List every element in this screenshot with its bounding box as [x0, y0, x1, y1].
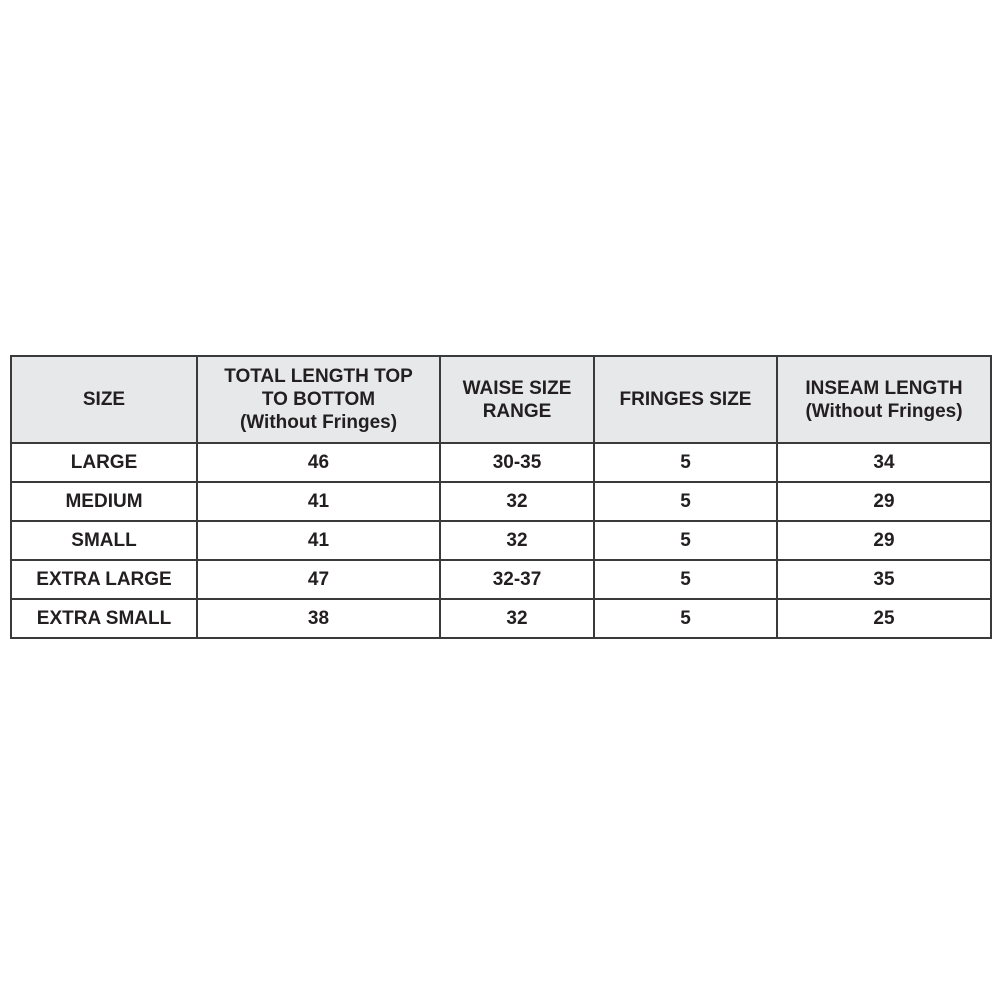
waist-size-cell: 32 — [440, 482, 594, 521]
header-line: TOTAL LENGTH TOP — [224, 366, 413, 387]
inseam-length-cell: 29 — [777, 521, 991, 560]
header-line: TO BOTTOM — [261, 389, 376, 410]
header-waist-size — [440, 356, 594, 443]
header-size — [11, 356, 197, 443]
inseam-length-cell: 25 — [777, 599, 991, 638]
header-line: INSEAM LENGTH — [805, 377, 963, 399]
header-line: RANGE — [482, 400, 552, 422]
size-cell: LARGE — [11, 443, 197, 482]
header-line: (Without Fringes) — [805, 400, 963, 422]
header-inseam-length — [777, 356, 991, 443]
inseam-length-cell: 34 — [777, 443, 991, 482]
inseam-length-cell: 35 — [777, 560, 991, 599]
size-cell: SMALL — [11, 521, 197, 560]
inseam-length-cell: 29 — [777, 482, 991, 521]
header-row — [11, 356, 991, 443]
fringes-size-cell: 5 — [594, 560, 777, 599]
total-length-cell: 47 — [197, 560, 440, 599]
waist-size-cell: 32 — [440, 599, 594, 638]
table-row — [11, 521, 991, 560]
size-cell: EXTRA SMALL — [11, 599, 197, 638]
size-cell: MEDIUM — [11, 482, 197, 521]
header-total-length — [197, 356, 440, 443]
header-line: FRINGES SIZE — [619, 389, 752, 410]
table-row — [11, 443, 991, 482]
header-line: (Without Fringes) — [239, 412, 398, 433]
header-line: SIZE — [82, 389, 126, 410]
total-length-cell: 38 — [197, 599, 440, 638]
total-length-cell: 41 — [197, 482, 440, 521]
table-row — [11, 599, 991, 638]
total-length-cell: 46 — [197, 443, 440, 482]
table-row — [11, 482, 991, 521]
fringes-size-cell: 5 — [594, 521, 777, 560]
fringes-size-cell: 5 — [594, 443, 777, 482]
header-fringes-size — [594, 356, 777, 443]
size-chart-table — [10, 355, 992, 639]
waist-size-cell: 30-35 — [440, 443, 594, 482]
header-line: WAISE SIZE — [462, 377, 572, 399]
total-length-cell: 41 — [197, 521, 440, 560]
table-row — [11, 560, 991, 599]
waist-size-cell: 32 — [440, 521, 594, 560]
waist-size-cell: 32-37 — [440, 560, 594, 599]
size-cell: EXTRA LARGE — [11, 560, 197, 599]
fringes-size-cell: 5 — [594, 482, 777, 521]
fringes-size-cell: 5 — [594, 599, 777, 638]
